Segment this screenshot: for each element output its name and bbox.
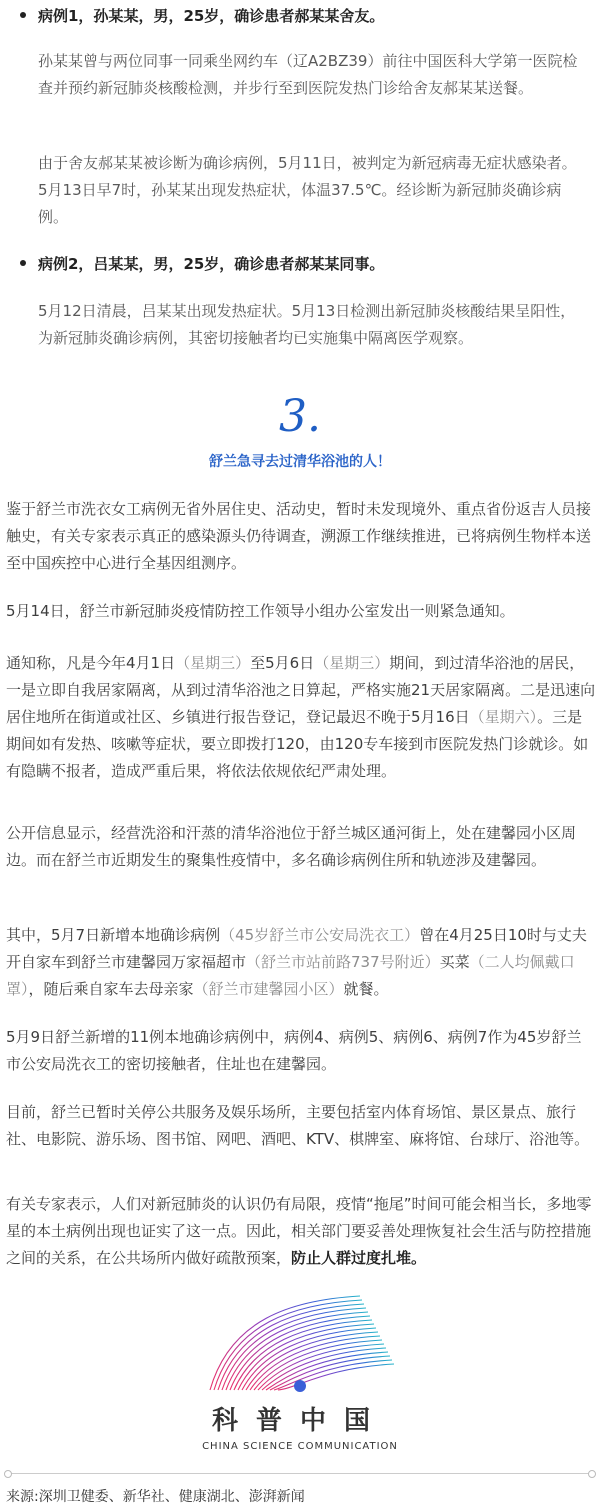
article-paragraph-8	[6, 1191, 596, 1272]
bullet-dot	[20, 260, 26, 266]
kepu-china-logo	[150, 1290, 450, 1460]
case2-paragraph-1: 5月12日清晨，吕某某出现发热症状。5月13日检测出新冠肺炎核酸结果呈阳性，为新冠肺炎确诊病例，其密切接触者均已实施集中隔离医学观察。	[38, 302, 576, 347]
article-paragraph-1: 鉴于舒兰市洗衣女工病例无省外居住史、活动史，暂时未发现境外、重点省份返吉人员接触史，有关专家表示真正的感染源头仍待调查，溯源工作继续推进，已将病例生物样本送至中国疾控中心进行全基因组测序。	[6, 500, 592, 572]
article-paragraph-3	[6, 650, 596, 785]
expert-text: 有关专家表示，人们对新冠肺炎的认识仍有局限，疫情“拖尾”时间可能会相当长，多地零星的本土病例出现也证实了这一点。因此，相关部门要妥善处理恢复社会生活与防控措施之间的关系，在公共场所内做好疏散预案，	[6, 1195, 592, 1267]
divider-left-dot	[4, 1470, 12, 1478]
divider-right-dot	[588, 1470, 596, 1478]
emphasis-text: 防止人群过度扎堆。	[291, 1249, 427, 1267]
footer-divider	[6, 1473, 594, 1474]
case-text: ，随后乘自家车去母亲家	[28, 980, 194, 998]
article-paragraph-2: 5月14日，舒兰市新冠肺炎疫情防控工作领导小组办公室发出一则紧急通知。	[6, 602, 515, 620]
source-credit: 来源:深圳卫健委、新华社、健康湖北、澎湃新闻	[6, 1489, 305, 1505]
article-paragraph-6: 5月9日舒兰新增的11例本地确诊病例中，病例4、病例5、病例6、病例7作为45岁舒兰市公安局洗衣工的密切接触者，住址也在建馨园。	[6, 1028, 582, 1073]
case-text: 曾在4月25日10时与丈夫开自家车到舒兰市建馨园万家福超市	[6, 926, 587, 971]
case2-heading	[20, 252, 580, 276]
logo-english-text: CHINA SCIENCE COMMUNICATION	[202, 1441, 398, 1452]
weekday-note: （星期三）	[175, 654, 251, 672]
section-number: 3.	[279, 391, 321, 442]
logo-ribbon-icon	[150, 1290, 450, 1402]
section-title: 舒兰急寻去过清华浴池的人！	[209, 454, 391, 470]
article-paragraph-7: 目前，舒兰已暂时关停公共服务及娱乐场所，主要包括室内体育场馆、景区景点、旅行社、电影院、游乐场、图书馆、网吧、酒吧、KTV、棋牌室、麻将馆、台球厅、浴池等。	[6, 1103, 590, 1148]
parenthetical-note: （二人均佩戴口罩）	[6, 953, 575, 998]
case1-paragraph-1: 孙某某曾与两位同事一同乘坐网约车（辽A2BZ39）前往中国医科大学第一医院检查并预约新冠肺炎核酸检测，并步行至到医院发热门诊给舍友郝某某送餐。	[38, 52, 578, 97]
article-paragraph-5	[6, 922, 596, 1003]
case-text: 买菜	[439, 953, 470, 971]
logo-lines	[210, 1296, 394, 1390]
bullet-dot	[20, 12, 26, 18]
parenthetical-note: （舒兰市站前路737号附近）	[246, 953, 440, 971]
weekday-note: （星期六）	[469, 708, 538, 726]
article-paragraph-4: 公开信息显示，经营洗浴和汗蒸的清华浴池位于舒兰城区通河街上，处在建馨园小区周边。而在舒兰市近期发生的聚集性疫情中，多名确诊病例住所和轨迹涉及建馨园。	[6, 824, 577, 869]
logo-dot-icon	[294, 1380, 306, 1392]
weekday-note: （星期三）	[314, 654, 390, 672]
notice-text: 。三是期间如有发热、咳嗽等症状，要立即拨打120，由120专车接到市医院发热门诊就诊。如有隐瞒不报者，造成严重后果，将依法依规依纪严肃处理。	[6, 708, 589, 780]
parenthetical-note: （45岁舒兰市公安局洗衣工）	[220, 926, 420, 944]
logo-chinese-text: 科普中国	[211, 1406, 388, 1436]
case1-paragraph-2: 由于舍友郝某某被诊断为确诊病例，5月11日，被判定为新冠病毒无症状感染者。5月13日早7时，孙某某出现发热症状，体温37.5℃。经诊断为新冠肺炎确诊病例。	[38, 154, 577, 226]
case1-heading	[20, 4, 580, 28]
notice-text: 通知称，凡是今年4月1日	[6, 654, 176, 672]
parenthetical-note: （舒兰市建馨园小区）	[193, 980, 344, 998]
case1-heading-text: 病例1，孙某某，男，25岁，确诊患者郝某某舍友。	[38, 7, 385, 25]
notice-text: 期间，到过清华浴池的居民，一是立即自我居家隔离，从到过清华浴池之日算起，严格实施21天居家隔离。二是迅速向居住地所在街道或社区、乡镇进行报告登记，登记最迟不晚于5月16日	[6, 654, 596, 726]
case-text: 就餐。	[343, 980, 389, 998]
notice-text: 至5月6日	[250, 654, 315, 672]
case-text: 其中，5月7日新增本地确诊病例	[6, 926, 221, 944]
case2-heading-text: 病例2，吕某某，男，25岁，确诊患者郝某某同事。	[38, 255, 385, 273]
